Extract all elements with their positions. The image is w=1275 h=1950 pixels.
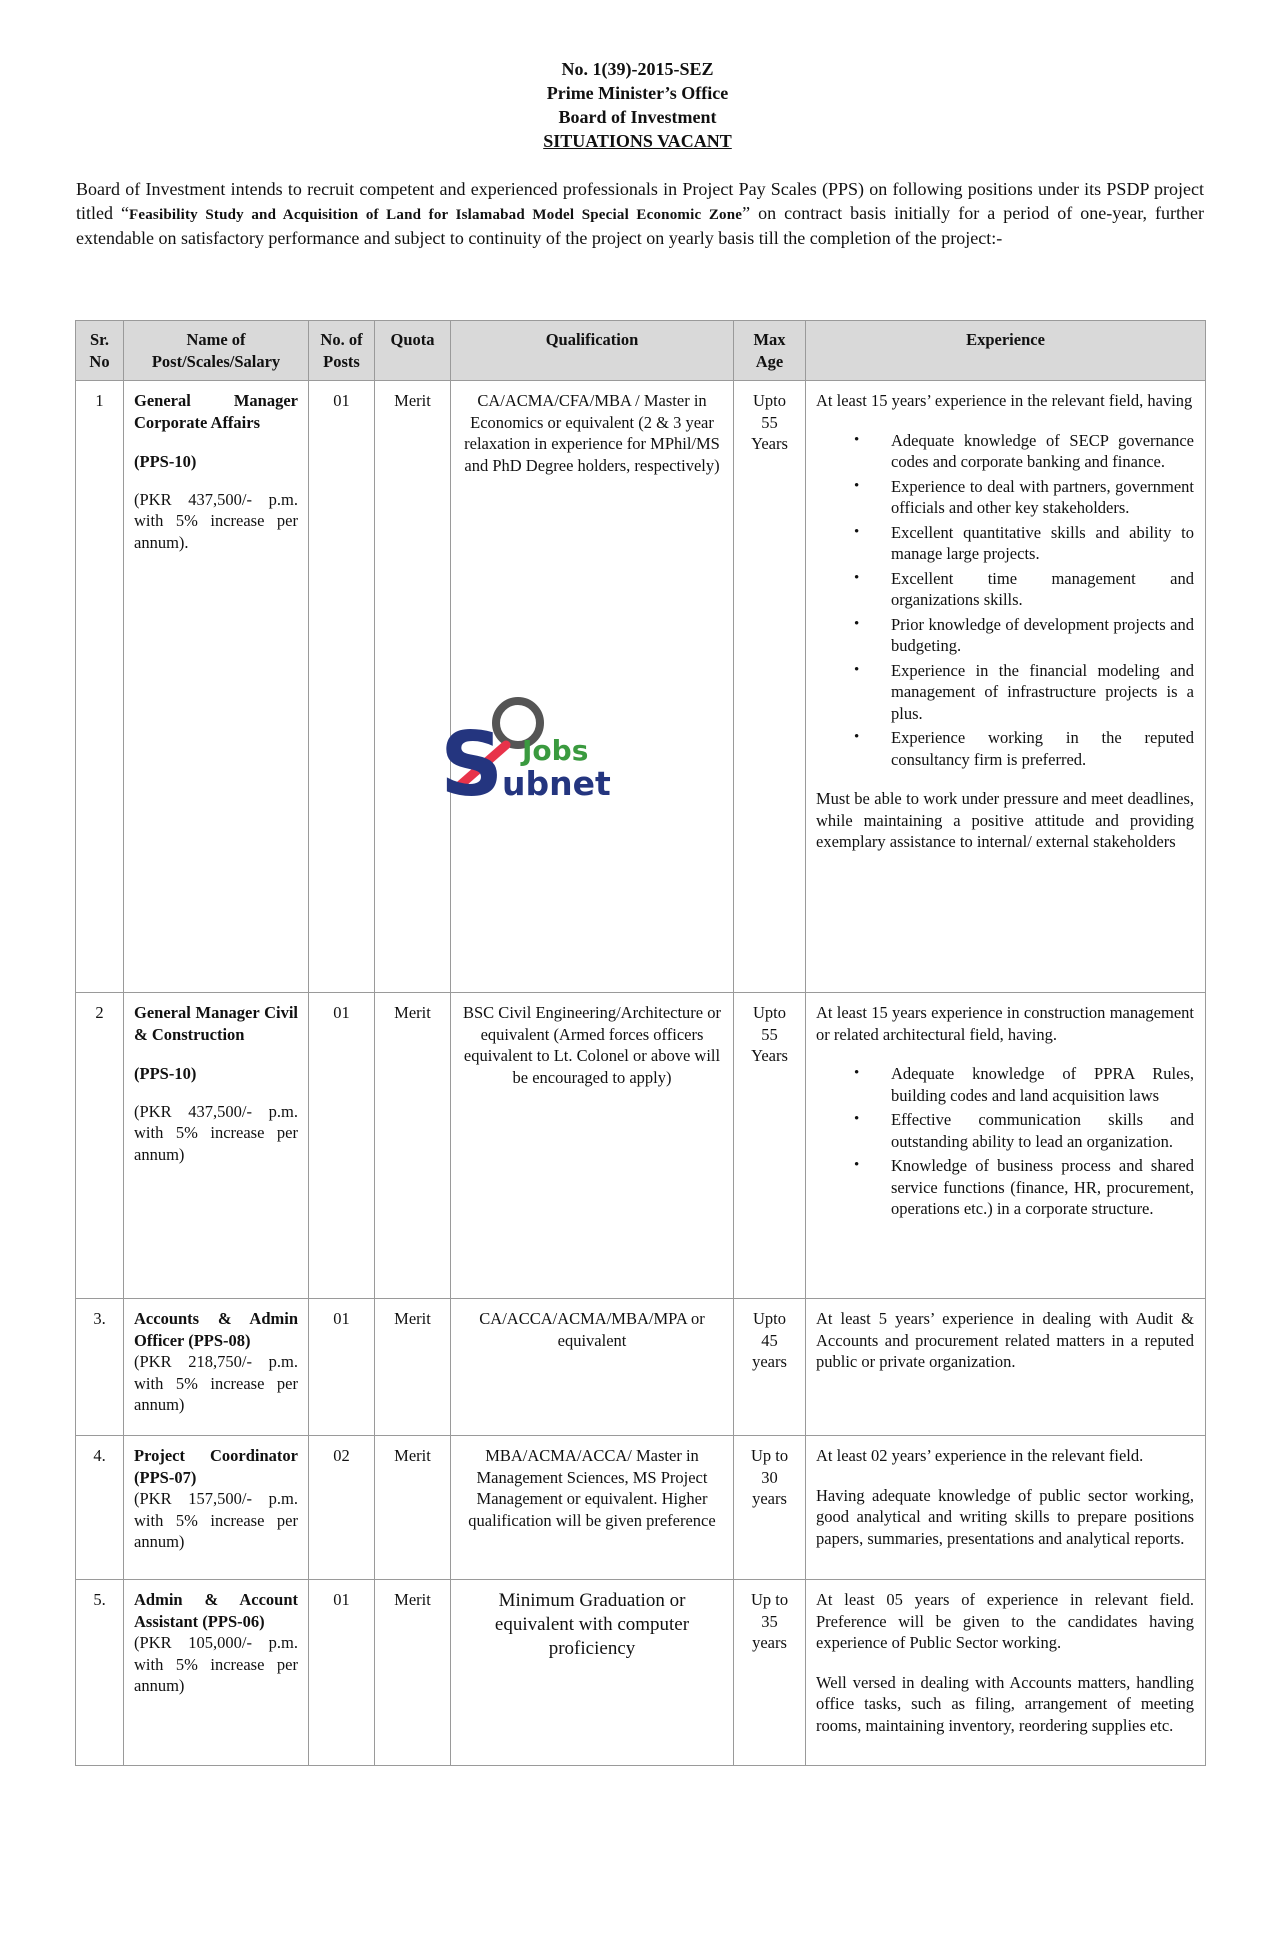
post-cell (124, 1436, 309, 1580)
qualification-cell: CA/ACCA/ACMA/MBA/MPA or equivalent (451, 1299, 734, 1436)
post-salary: (PKR 437,500/- p.m. with 5% increase per annum) (134, 1101, 298, 1164)
post-scale: (PPS-10) (134, 452, 197, 471)
post-cell (124, 381, 309, 993)
list-item: • Adequate knowledge of PPRA Rules, building codes and land acquisition laws (891, 1063, 1194, 1106)
experience-cell (806, 381, 1206, 993)
vacancy-table (75, 320, 1206, 1766)
experience-intro: At least 05 years of experience in relevant field. Preference will be given to the candidates having experience of Public Sector working. (816, 1590, 1194, 1652)
experience-note: Must be able to work under pressure and meet deadlines, while maintaining a positive attitude and providing exemplary assistance to internal/ external stakeholders (816, 789, 1194, 851)
age-cell: Upto 55 Years (734, 993, 806, 1299)
experience-note: Well versed in dealing with Accounts matters, handling office tasks, such as filing, arrangement of meeting rooms, maintaining inventory, reordering supplies etc. (816, 1672, 1194, 1735)
post-cell (124, 993, 309, 1299)
list-item: • Knowledge of business process and shared service functions (finance, HR, procurement, operations etc.) in a corporate structure. (891, 1155, 1194, 1220)
post-cell (124, 1299, 309, 1436)
post-name: Admin & Account Assistant (PPS-06) (134, 1590, 298, 1631)
header-name: Name of Post/Scales/Salary (124, 321, 309, 381)
qualification-cell: BSC Civil Engineering/Architecture or equivalent (Armed forces officers equivalent to Lt. Colonel or above will be encouraged to apply) (451, 993, 734, 1299)
board-name: Board of Investment (558, 107, 717, 127)
list-item: • Prior knowledge of development projects and budgeting. (891, 614, 1194, 657)
intro-part1: Board of Investment intends to recruit competent and experienced professionals in Project Pay Scales (PPS) on following positions under its PSDP project titled “ (76, 179, 1204, 223)
experience-list (816, 1063, 1194, 1220)
header-sr: Sr. No (76, 321, 124, 381)
list-item: • Experience in the financial modeling and management of infrastructure projects is a plus. (891, 660, 1194, 725)
posts-cell: 01 (309, 381, 375, 993)
list-item: • Excellent time management and organizations skills. (891, 568, 1194, 611)
experience-cell (806, 1580, 1206, 1766)
table-row (76, 993, 1206, 1299)
quota-cell: Merit (375, 1299, 451, 1436)
list-item: • Adequate knowledge of SECP governance codes and corporate banking and finance. (891, 430, 1194, 473)
intro-part2: ” on contract basis initially for a period of one-year, further extendable on satisfactory performance and subject to continuity of the project on yearly basis till the completion of the project:- (76, 202, 1204, 248)
post-name: Accounts & Admin Officer (PPS-08) (134, 1309, 298, 1350)
experience-cell (806, 1299, 1206, 1436)
sr-cell: 2 (76, 993, 124, 1299)
post-scale: (PPS-10) (134, 1064, 197, 1083)
age-cell: Up to 30 years (734, 1436, 806, 1580)
table-row (76, 1436, 1206, 1580)
header-experience: Experience (806, 321, 1206, 381)
experience-list (816, 430, 1194, 771)
table-row (76, 1299, 1206, 1436)
age-cell: Upto 55 Years (734, 381, 806, 993)
quota-cell: Merit (375, 1436, 451, 1580)
list-item: • Experience working in the reputed consultancy firm is preferred. (891, 727, 1194, 770)
table-row (76, 1580, 1206, 1766)
age-cell: Upto 45 years (734, 1299, 806, 1436)
document-header (0, 57, 1275, 153)
header-quota: Quota (375, 321, 451, 381)
header-qualification: Qualification (451, 321, 734, 381)
experience-cell (806, 1436, 1206, 1580)
header-age: Max Age (734, 321, 806, 381)
reference-number: No. 1(39)-2015-SEZ (561, 59, 714, 79)
intro-paragraph (76, 178, 1204, 251)
post-name: General Manager Corporate Affairs (134, 391, 298, 432)
logo-word-jobs: Jobs (522, 734, 589, 767)
experience-cell (806, 993, 1206, 1299)
posts-cell: 01 (309, 1299, 375, 1436)
quota-cell: Merit (375, 993, 451, 1299)
table-header-row (76, 321, 1206, 381)
list-item: • Experience to deal with partners, government officials and other key stakeholders. (891, 476, 1194, 519)
qualification-cell: Minimum Graduation or equivalent with computer proficiency (451, 1580, 734, 1766)
list-item: • Excellent quantitative skills and ability to manage large projects. (891, 522, 1194, 565)
age-cell: Up to 35 years (734, 1580, 806, 1766)
post-salary: (PKR 218,750/- p.m. with 5% increase per annum) (134, 1352, 298, 1414)
post-name: Project Coordinator (PPS-07) (134, 1446, 298, 1487)
post-name: General Manager Civil & Construction (134, 1003, 298, 1044)
post-salary: (PKR 157,500/- p.m. with 5% increase per annum) (134, 1489, 298, 1551)
experience-intro: At least 5 years’ experience in dealing with Audit & Accounts and procurement related matters in a reputed public or private organization. (816, 1309, 1194, 1371)
quota-cell: Merit (375, 381, 451, 993)
watermark-logo (438, 695, 638, 805)
experience-intro: At least 15 years experience in construction management or related architectural field, having. (816, 1003, 1194, 1044)
header-posts: No. of Posts (309, 321, 375, 381)
experience-intro: At least 02 years’ experience in the relevant field. (816, 1446, 1144, 1465)
posts-cell: 01 (309, 1580, 375, 1766)
logo-letter-s: S (440, 713, 504, 805)
project-title: Feasibility Study and Acquisition of Land for Islamabad Model Special Economic Zone (129, 206, 743, 223)
post-cell (124, 1580, 309, 1766)
experience-intro: At least 15 years’ experience in the relevant field, having (816, 391, 1193, 410)
office-name: Prime Minister’s Office (546, 83, 729, 103)
document-title: SITUATIONS VACANT (543, 131, 732, 151)
table-row (76, 381, 1206, 993)
logo-word-ubnet: ubnet (502, 764, 611, 803)
post-salary: (PKR 105,000/- p.m. with 5% increase per annum) (134, 1633, 298, 1695)
posts-cell: 02 (309, 1436, 375, 1580)
qualification-cell: MBA/ACMA/ACCA/ Master in Management Sciences, MS Project Management or equivalent. Higher qualification will be given preference (451, 1436, 734, 1580)
qualification-cell: CA/ACMA/CFA/MBA / Master in Economics or equivalent (2 & 3 year relaxation in experience for MPhil/MS and PhD Degree holders, respectively) (451, 381, 734, 993)
list-item: • Effective communication skills and outstanding ability to lead an organization. (891, 1109, 1194, 1152)
sr-cell: 4. (76, 1436, 124, 1580)
quota-cell: Merit (375, 1580, 451, 1766)
experience-note: Having adequate knowledge of public sector working, good analytical and writing skills to prepare positions papers, summaries, presentations and analytical reports. (816, 1485, 1194, 1548)
sr-cell: 3. (76, 1299, 124, 1436)
sr-cell: 1 (76, 381, 124, 993)
sr-cell: 5. (76, 1580, 124, 1766)
posts-cell: 01 (309, 993, 375, 1299)
post-salary: (PKR 437,500/- p.m. with 5% increase per annum). (134, 489, 298, 552)
